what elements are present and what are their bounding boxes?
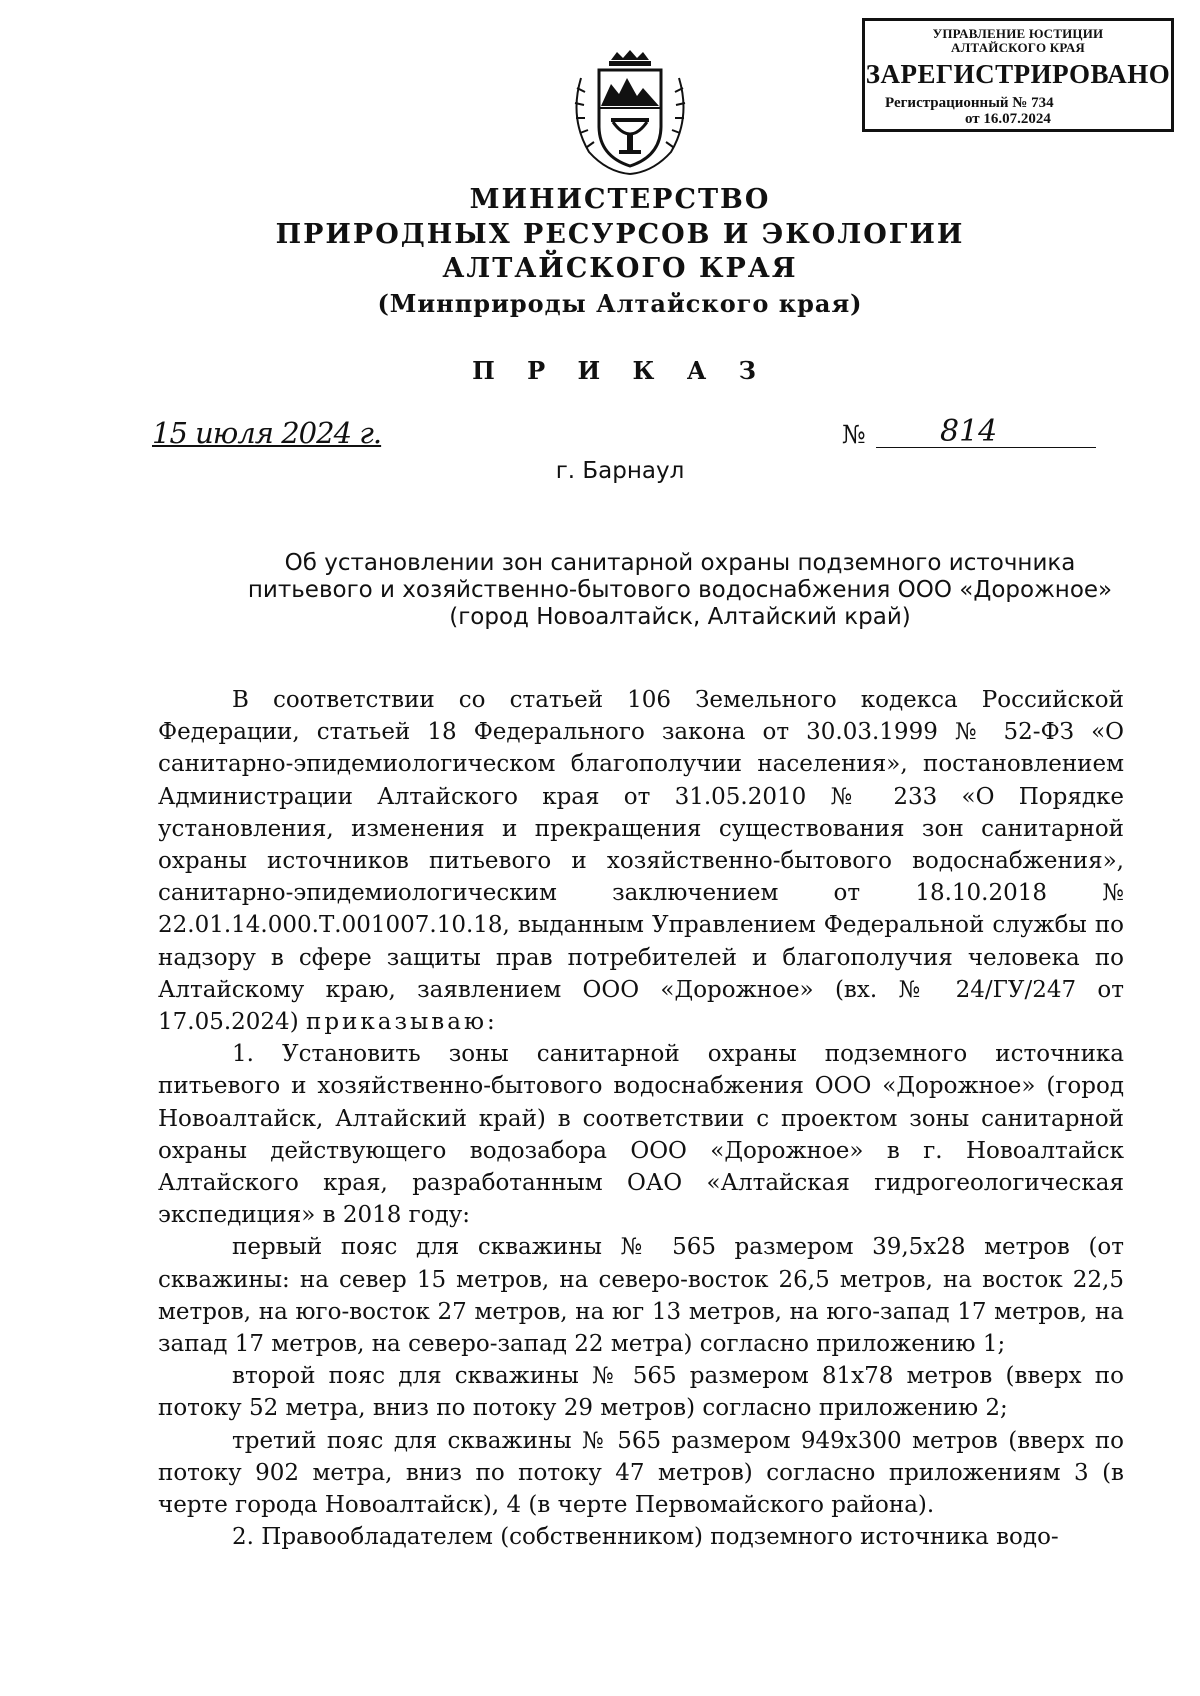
stamp-authority-line1: УПРАВЛЕНИЕ ЮСТИЦИИ: [932, 26, 1104, 41]
preamble-text: В соответствии со статьей 106 Земельного кодекса Российской Федерации, статьей 18 Федерального закона от 30.03.1999 № 52-ФЗ «О санитарно-эпидемиологическом благополучии населения», постановлением Администрации Алтайского края от 31.05.2010 № 233 «О Порядке установления, изменения и прекращения существования зон санитарной охраны источников питьевого и хозяйственно-бытового водоснабжения», санитарно-эпидемиологическим заключением от 18.10.2018 № 22.01.14.000.Т.001007.10.18, выданным Управлением Федеральной службы по надзору в сфере защиты прав потребителей и благополучия человека по Алтайскому краю, заявлением ООО «Дорожное» (вх. № 24/ГУ/247 от 17.05.2024): [158, 687, 1124, 1036]
subject-line3: (город Новоалтайск, Алтайский край): [449, 604, 911, 630]
ministry-name-line3: АЛТАЙСКОГО КРАЯ: [442, 253, 798, 284]
order-body: [158, 684, 1124, 1553]
document-type: П Р И К А З: [472, 356, 768, 385]
handwritten-number: 814: [940, 414, 998, 449]
order-subject: [230, 550, 1130, 631]
item-2-paragraph: 2. Правообладателем (собственником) подземного источника водо-: [232, 1524, 1059, 1551]
zone-2-paragraph: второй пояс для скважины № 565 размером 81х78 метров (вверх по потоку 52 метра, вниз по потоку 29 метров) согласно приложению 2;: [158, 1363, 1124, 1422]
ministry-name-line1: МИНИСТЕРСТВО: [469, 184, 771, 215]
ministry-short-name: (Минприроды Алтайского края): [377, 289, 863, 318]
stamp-authority-line2: АЛТАЙСКОГО КРАЯ: [951, 40, 1085, 55]
ministry-name-line2: ПРИРОДНЫХ РЕСУРСОВ И ЭКОЛОГИИ: [275, 219, 965, 250]
subject-line1: Об установлении зон санитарной охраны подземного источника: [284, 550, 1076, 576]
stamp-reg-number: Регистрационный № 734: [885, 95, 1054, 111]
stamp-status: ЗАРЕГИСТРИРОВАНО: [865, 59, 1171, 89]
preamble-paragraph: [158, 684, 1124, 1038]
stamp-authority: [865, 27, 1171, 55]
zone-3-paragraph: третий пояс для скважины № 565 размером 949х300 метров (вверх по потоку 902 метра, вниз по потоку 47 метров) согласно приложениям 3 (в черте города Новоалтайск), 4 (в черте Первомайского района).: [158, 1427, 1124, 1519]
registration-stamp: [862, 18, 1174, 132]
city: г. Барнаул: [555, 458, 685, 484]
order-word: приказываю:: [305, 1009, 498, 1036]
subject-line2: питьевого и хозяйственно-бытового водоснабжения ООО «Дорожное»: [247, 577, 1113, 603]
stamp-reg-date: от 16.07.2024: [965, 111, 1051, 127]
zone-1-paragraph: первый пояс для скважины № 565 размером 39,5х28 метров (от скважины: на север 15 метров, на северо-восток 26,5 метров, на восток 22,5 метров, на юго-восток 27 метров, на юг 13 метров, на юго-запад 17 метров, на запад 17 метров, на северо-запад 22 метра) согласно приложению 1;: [158, 1234, 1124, 1358]
coat-of-arms-icon: [567, 48, 693, 178]
handwritten-date: 15 июля 2024 г.: [152, 416, 382, 450]
number-label: №: [842, 420, 866, 449]
item-1-paragraph: 1. Установить зоны санитарной охраны подземного источника питьевого и хозяйственно-бытового водоснабжения ООО «Дорожное» (город Новоалтайск, Алтайский край) в соответствии с проектом зоны санитарной охраны действующего водозабора ООО «Дорожное» в г. Новоалтайск Алтайского края, разработанным ОАО «Алтайская гидрогеологическая экспедиция» в 2018 году:: [158, 1041, 1124, 1229]
